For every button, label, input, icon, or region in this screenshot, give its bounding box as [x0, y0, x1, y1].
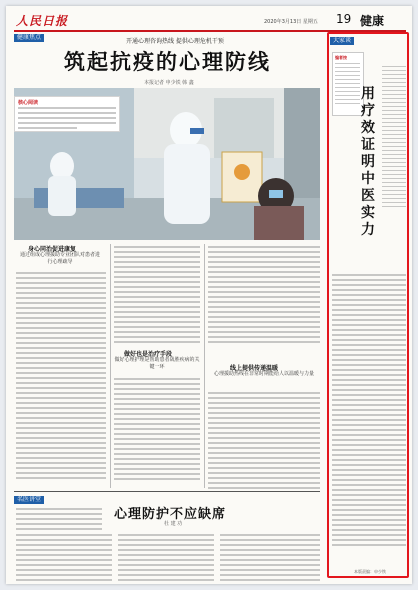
subhead-1: 身心同治促进康复	[28, 246, 77, 253]
pull-quote-3: 心理援助热线在非常时期能给人以温暖与力量	[213, 371, 314, 377]
sidebar-editor-note-title: 编者按	[335, 55, 347, 60]
bottom-column-1	[16, 534, 112, 584]
page-name: 健康	[360, 14, 385, 28]
column-divider-2	[204, 244, 205, 488]
story-kicker: 开通心理咨询热线 提供心理危机干预	[126, 38, 224, 45]
pull-quote-1: 通过组成心理援助专业团队对患者进行心理疏导	[19, 252, 100, 265]
sidebar-highlight-frame	[327, 32, 409, 578]
core-reading-text	[18, 107, 116, 132]
bottom-byline: 杜 建 功	[164, 521, 183, 527]
sidebar-vertical-title: 用疗效证明中医实力	[361, 86, 375, 238]
bottom-column-3	[220, 534, 320, 584]
column-divider-1	[110, 244, 111, 488]
section-tag-doctor-lecture: 名医讲堂	[14, 496, 44, 504]
masthead	[14, 10, 406, 32]
page-footer-editor: 本版责编：申少铁	[354, 569, 386, 574]
bottom-intro-text	[16, 508, 102, 533]
core-reading-box	[14, 96, 120, 132]
subhead-2: 做好也是治疗手段	[124, 351, 173, 358]
column-3-text-top	[208, 246, 320, 346]
column-3-text-bottom	[208, 392, 320, 492]
subhead-3: 线上提供传递温暖	[230, 365, 279, 372]
core-reading-title: 核心阅读	[18, 100, 39, 106]
newspaper-page	[6, 6, 412, 584]
bottom-headline: 心理防护不应缺席	[114, 507, 227, 522]
column-2-text-top	[114, 246, 200, 346]
section-divider	[14, 491, 320, 492]
column-1-text	[16, 272, 106, 482]
bottom-column-2	[118, 534, 214, 584]
story-headline: 筑起抗疫的心理防线	[64, 49, 271, 74]
column-2-text-bottom	[114, 378, 200, 483]
story-byline: 本报记者 申少铁 韩 鑫	[144, 80, 194, 86]
dateline: 2020年3月13日 星期五	[264, 19, 318, 25]
pull-quote-2: 做好心理护理是帮助患者战胜疾病的关键一环	[114, 357, 200, 370]
section-tag-health-focus: 健康焦点	[14, 34, 44, 42]
section-tag-sidebar: 大家谈	[330, 37, 354, 45]
page-number: 19	[336, 12, 352, 26]
masthead-logo: 人民日报	[16, 14, 69, 28]
